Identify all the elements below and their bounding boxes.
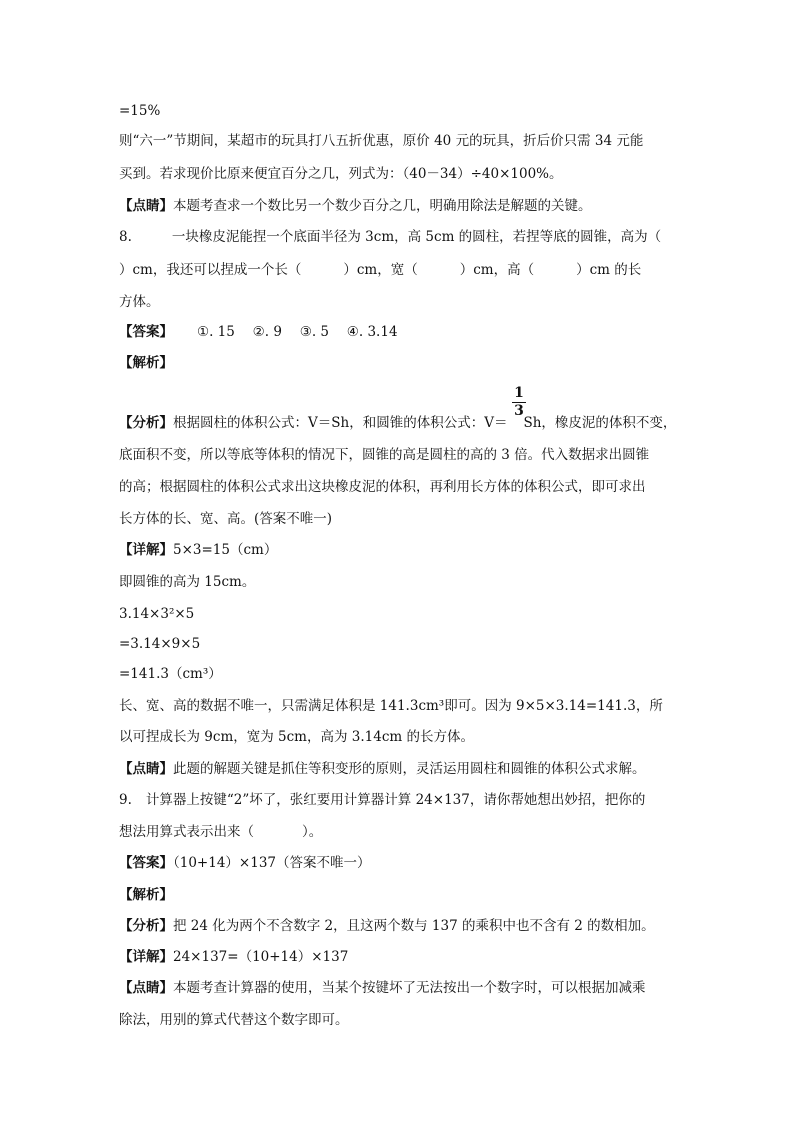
detail-tag: 【详解】 — [119, 542, 173, 558]
text-line: 买到。若求现价比原来便宜百分之几，列式为：（40－34）÷40×100%。 — [119, 166, 563, 182]
fraction-denominator: 3 — [514, 403, 524, 419]
question-number: 9. — [119, 792, 132, 808]
text-line: 除法，用别的算式代替这个数字即可。 — [119, 1012, 349, 1028]
analysis-8 — [119, 413, 676, 433]
text-line: 则“六一”节期间，某超市的玩具打八五折优惠，原价 40 元的玩具，折后价只需 34 元能 — [119, 133, 644, 149]
jiexi-heading: 【解析】 — [119, 887, 173, 903]
dianjing-tag: 【点睛】 — [119, 761, 173, 777]
detail-8 — [119, 540, 277, 560]
dianjing-text: 此题的解题关键是抓住等积变形的原则，灵活运用圆柱和圆锥的体积公式求解。 — [173, 761, 646, 777]
analysis-text: 把 24 化为两个不含数字 2，且这两个数与 137 的乘积中也不含有 2 的数相加。 — [173, 918, 655, 934]
question-text: ）cm，宽（ — [343, 262, 418, 278]
analysis-text: 根据圆柱的体积公式：V＝Sh，和圆锥的体积公式：V＝ — [173, 415, 508, 431]
answer-text: （10+14）×137（答案不唯一） — [173, 855, 371, 871]
answer-8 — [119, 322, 398, 342]
question-text: ）cm，我还可以捏成一个长（ — [119, 262, 302, 278]
jiexi-heading: 【解析】 — [119, 355, 173, 371]
question-text: ）cm，高（ — [459, 262, 535, 278]
text-line: 底面积不变，所以等底等体积的情况下，圆锥的高是圆柱的高的 3 倍。代入数据求出圆锥 — [119, 447, 650, 463]
detail-text: 24×137=（10+14）×137 — [173, 949, 349, 965]
dianjing-tag: 【点睛】 — [119, 980, 173, 996]
question-9-line-2 — [119, 822, 322, 842]
answer-tag: 【答案】 — [119, 324, 173, 340]
text-line: 长方体的长、宽、高。(答案不唯一) — [119, 511, 333, 527]
question-number: 8. — [119, 229, 132, 245]
answer-text: ①. 15 ②. 9 ③. 5 ④. 3.14 — [197, 324, 398, 340]
dianjing-9 — [119, 978, 646, 998]
detail-9 — [119, 947, 348, 967]
text-line: =3.14×9×5 — [119, 636, 201, 652]
dianjing-paragraph — [119, 196, 592, 216]
text-line: 即圆锥的高为 15cm。 — [119, 574, 256, 590]
question-text: 想法用算式表示出来（ — [119, 824, 254, 840]
question-9 — [119, 790, 645, 810]
dianjing-text: 本题考查求一个数比另一个数少百分之几，明确用除法是解题的关键。 — [173, 198, 592, 214]
detail-tag: 【详解】 — [119, 949, 173, 965]
analysis-9 — [119, 916, 655, 936]
text-line: =15% — [119, 103, 161, 119]
question-text: 一块橡皮泥能捏一个底面半径为 3cm，高 5cm 的圆柱，若捏等底的圆锥，高为（ — [171, 229, 662, 245]
analysis-tag: 【分析】 — [119, 415, 173, 431]
text-line: 方体。 — [119, 294, 160, 310]
text-line: 3.14×3²×5 — [119, 606, 195, 622]
answer-tag: 【答案】 — [119, 855, 173, 871]
fraction-numerator: 1 — [514, 385, 524, 401]
text-line: =141.3（cm³） — [119, 666, 222, 682]
question-8-line-2 — [119, 260, 641, 280]
dianjing-8 — [119, 759, 646, 779]
question-text: ）cm 的长 — [576, 262, 642, 278]
text-line: 的高；根据圆柱的体积公式求出这块橡皮泥的体积，再利用长方体的体积公式，即可求出 — [119, 479, 646, 495]
detail-text: 5×3=15（cm） — [173, 542, 278, 558]
question-text: 计算器上按键“2”坏了，张红要用计算器计算 24×137，请你帮她想出妙招，把你的 — [145, 792, 646, 808]
analysis-tag: 【分析】 — [119, 918, 173, 934]
text-line: 长、宽、高的数据不唯一，只需满足体积是 141.3cm³即可。因为 9×5×3.14=141.3，所 — [119, 698, 663, 714]
dianjing-text: 本题考查计算器的使用，当某个按键坏了无法按出一个数字时，可以根据加减乘 — [173, 980, 646, 996]
dianjing-tag: 【点睛】 — [119, 198, 173, 214]
answer-9 — [119, 853, 371, 873]
text-line: 以可捏成长为 9cm，宽为 5cm，高为 3.14cm 的长方体。 — [119, 729, 474, 745]
question-text: ）。 — [302, 824, 323, 840]
analysis-text: Sh，橡皮泥的体积不变， — [523, 415, 677, 431]
question-8 — [119, 227, 661, 247]
